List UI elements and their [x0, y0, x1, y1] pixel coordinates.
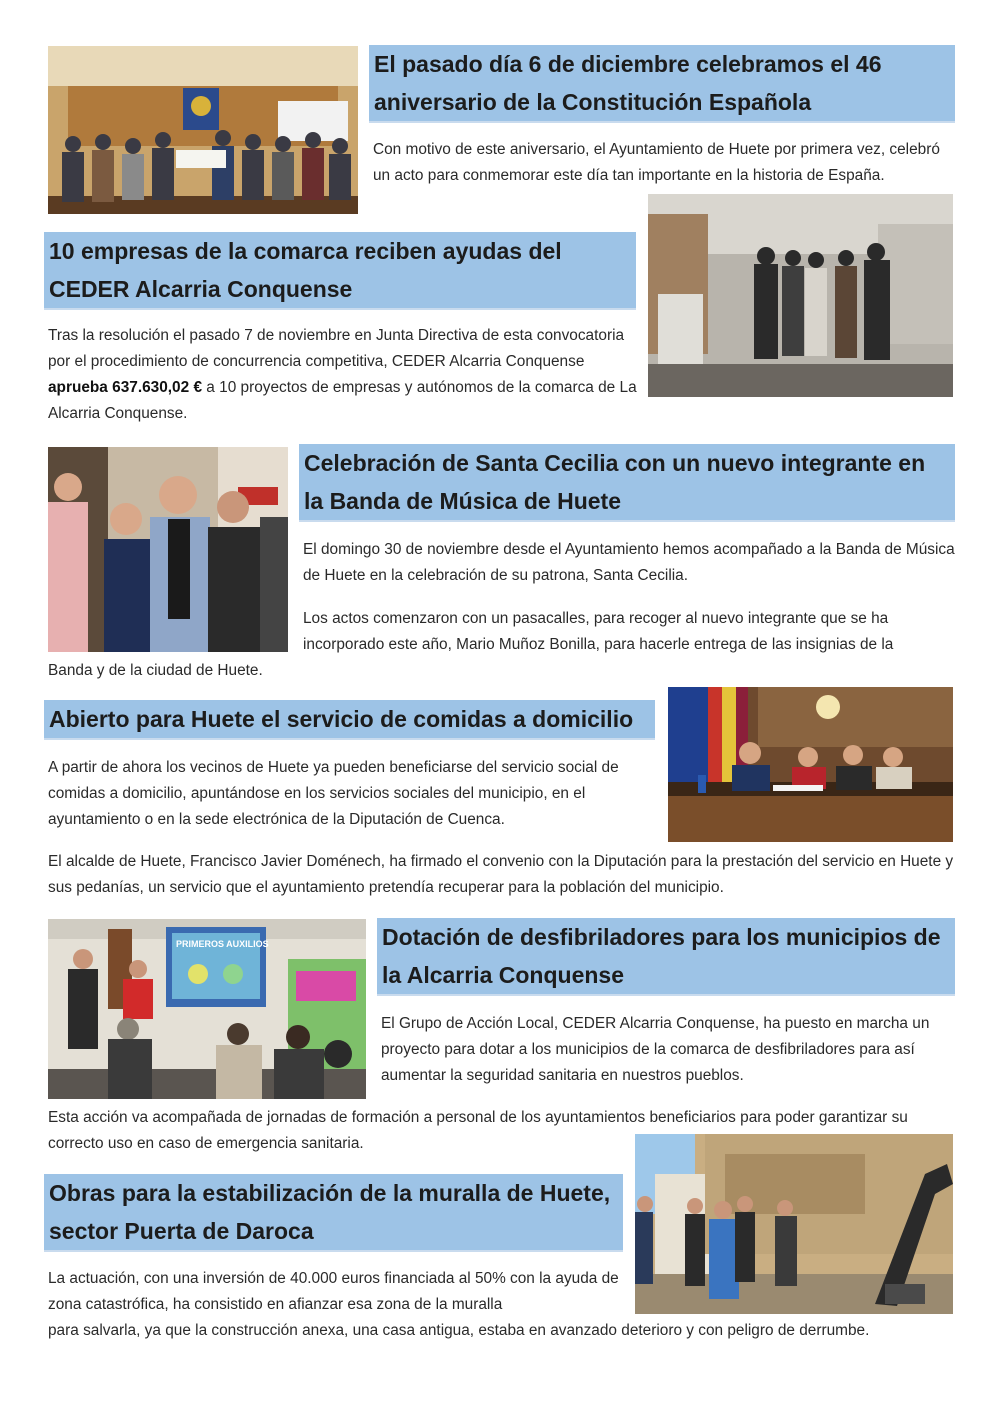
article-6-title: Obras para la estabilización de la muralla de Huete, sector Puerta de Daroca	[44, 1174, 623, 1252]
article-4-text-1: A partir de ahora los vecinos de Huete ya pueden beneficiarse del servicio social de comidas a domicilio, apuntándose en los servicios sociales del municipio, en el ayuntamiento o en la sede electrónica de la Diputación de Cuenca.	[48, 759, 619, 828]
photo-first-aid-training	[48, 919, 366, 1099]
article-6-text-2: para salvarla, ya que la construcción anexa, una casa antigua, estaba en avanzado deterioro y con peligro de derrumbe.	[48, 1322, 870, 1339]
article-2-text-end: a 10 proyectos de empresas y autónomos de la comarca de La Alcarria Conquense.	[48, 379, 637, 422]
article-4-title: Abierto para Huete el servicio de comidas a domicilio	[44, 700, 655, 740]
article-1-text: Con motivo de este aniversario, el Ayuntamiento de Huete por primera vez, celebró un acto para conmemorar este día tan importante en la historia de España.	[373, 141, 940, 184]
article-2-amount: aprueba 637.630,02 €	[48, 379, 203, 396]
photo-agreement-signing	[668, 687, 953, 842]
article-4-text-2: El alcalde de Huete, Francisco Javier Doménech, ha firmado el convenio con la Diputación para la prestación del servicio en Huete y sus pedanías, un servicio que el ayuntamiento pretendía recuperar para la población del municipio.	[48, 853, 954, 896]
article-3-title: Celebración de Santa Cecilia con un nuevo integrante en la Banda de Música de Huete	[299, 444, 955, 522]
article-3-text-3: Banda y de la ciudad de Huete.	[48, 662, 263, 679]
article-3-text-2: Los actos comenzaron con un pasacalles, para recoger al nuevo integrante que se ha incorporado este año, Mario Muñoz Bonilla, para hacerle entrega de las insignias de la	[303, 610, 894, 653]
article-1-title: El pasado día 6 de diciembre celebramos el 46 aniversario de la Constitución Española	[369, 45, 955, 123]
article-5-title: Dotación de desfibriladores para los municipios de la Alcarria Conquense	[377, 918, 955, 996]
projected-slide-title: PRIMEROS AUXILIOS	[176, 939, 269, 949]
article-2-title: 10 empresas de la comarca reciben ayudas del CEDER Alcarria Conquense	[44, 232, 636, 310]
article-5-text-1: El Grupo de Acción Local, CEDER Alcarria Conquense, ha puesto en marcha un proyecto para dotar a los municipios de la comarca de desfibriladores para así aumentar la seguridad sanitaria en nuestros pueblos.	[381, 1015, 930, 1084]
article-6-text-1: La actuación, con una inversión de 40.000 euros financiada al 50% con la ayuda de zona catastrófica, ha consistido en afianzar esa zona de la muralla	[48, 1270, 619, 1313]
article-5-text-2: Esta acción va acompañada de jornadas de formación a personal de los ayuntamientos beneficiarios para poder garantizar su correcto uso en caso de emergencia sanitaria.	[48, 1109, 908, 1152]
photo-wall-works	[635, 1134, 953, 1314]
article-2-text	[48, 323, 638, 427]
article-3-text-1: El domingo 30 de noviembre desde el Ayuntamiento hemos acompañado a la Banda de Música de Huete en la celebración de su patrona, Santa Cecilia.	[303, 541, 955, 584]
photo-constitution-ceremony	[48, 46, 358, 214]
photo-company-visit	[648, 194, 953, 397]
photo-santa-cecilia	[48, 447, 288, 652]
article-2-text-start: Tras la resolución el pasado 7 de noviembre en Junta Directiva de esta convocatoria por el procedimiento de concurrencia competitiva, CEDER Alcarria Conquense	[48, 327, 625, 370]
